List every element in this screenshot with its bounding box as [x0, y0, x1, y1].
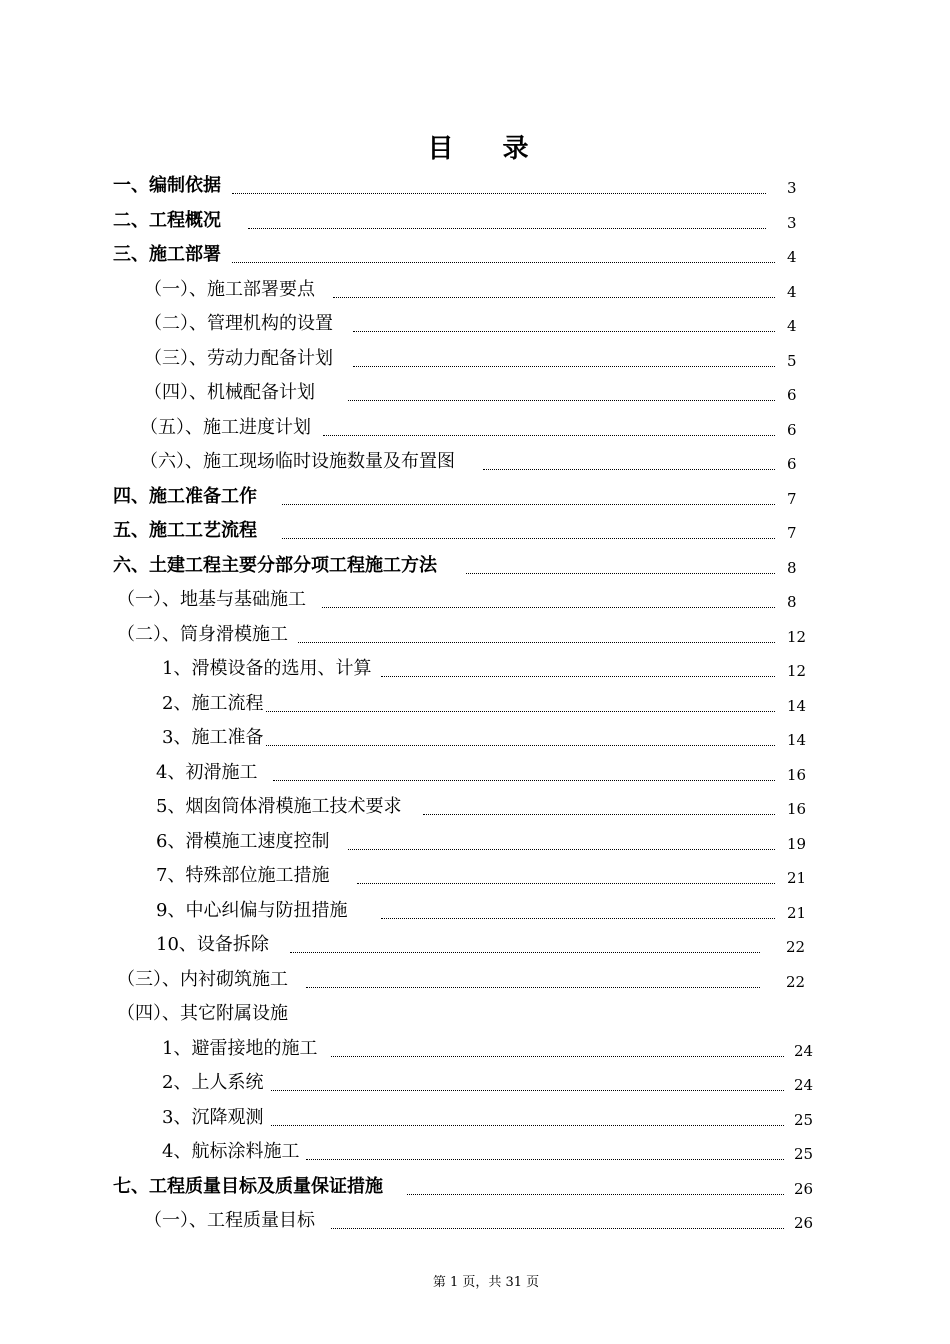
toc-entry[interactable] [0, 899, 950, 929]
toc-entry-page-number: 7 [787, 490, 797, 508]
toc-entry[interactable] [0, 1002, 950, 1032]
toc-entry[interactable] [0, 485, 950, 515]
toc-entry[interactable] [0, 726, 950, 756]
toc-entry-label: （二）、管理机构的设置 [144, 313, 333, 334]
toc-dot-leader [306, 987, 760, 988]
toc-entry-label: （五）、施工进度计划 [140, 417, 311, 438]
toc-entry-page-number: 22 [786, 938, 806, 956]
toc-entry-page-number: 12 [787, 662, 807, 680]
toc-entry-label: （六）、施工现场临时设施数量及布置图 [140, 451, 455, 472]
toc-entry[interactable] [0, 1071, 950, 1101]
toc-dot-leader [306, 1159, 784, 1160]
toc-entry-page-number: 14 [787, 731, 807, 749]
toc-entry[interactable] [0, 761, 950, 791]
toc-entry[interactable] [0, 416, 950, 446]
toc-entry-page-number: 6 [787, 455, 797, 473]
toc-entry[interactable] [0, 312, 950, 342]
toc-entry[interactable] [0, 1037, 950, 1067]
toc-entry-page-number: 16 [787, 800, 807, 818]
toc-entry[interactable] [0, 519, 950, 549]
toc-dot-leader [266, 745, 775, 746]
toc-dot-leader [266, 711, 775, 712]
toc-entry[interactable] [0, 623, 950, 653]
toc-entry-page-number: 4 [787, 248, 797, 266]
toc-entry-page-number: 8 [787, 559, 797, 577]
toc-entry-page-number: 6 [787, 386, 797, 404]
toc-entry-page-number: 26 [794, 1180, 814, 1198]
toc-dot-leader [298, 642, 775, 643]
toc-entry-page-number: 4 [787, 283, 797, 301]
toc-dot-leader [353, 366, 775, 367]
toc-entry[interactable] [0, 278, 950, 308]
toc-entry-page-number: 3 [787, 179, 797, 197]
toc-dot-leader [353, 331, 775, 332]
toc-entry[interactable] [0, 554, 950, 584]
toc-entry-page-number: 5 [787, 352, 797, 370]
toc-entry[interactable] [0, 588, 950, 618]
toc-dot-leader [290, 952, 760, 953]
toc-entry-label: （二）、筒身滑模施工 [117, 624, 288, 645]
toc-dot-leader [331, 1056, 784, 1057]
toc-entry-page-number: 8 [787, 593, 797, 611]
toc-entry[interactable] [0, 968, 950, 998]
toc-entry[interactable] [0, 174, 950, 204]
toc-entry-label: 4、初滑施工 [156, 762, 258, 783]
toc-entry-page-number: 25 [794, 1111, 814, 1129]
toc-entry[interactable] [0, 864, 950, 894]
page-footer: 第 1 页，共 31 页 [432, 1275, 540, 1290]
toc-dot-leader [232, 193, 766, 194]
toc-entry-label: 一、编制依据 [113, 175, 221, 196]
toc-entry-label: 四、施工准备工作 [113, 486, 257, 507]
toc-entry-label: 7、特殊部位施工措施 [156, 865, 330, 886]
toc-entry-page-number: 25 [794, 1145, 814, 1163]
toc-entry-label: 二、工程概况 [113, 210, 221, 231]
toc-entry[interactable] [0, 933, 950, 963]
page-title: 目 录 [427, 134, 549, 164]
toc-dot-leader [423, 814, 775, 815]
toc-entry[interactable] [0, 830, 950, 860]
toc-entry-page-number: 21 [787, 869, 807, 887]
toc-entry-page-number: 24 [794, 1042, 814, 1060]
toc-entry-label: 10、设备拆除 [156, 934, 269, 955]
toc-entry[interactable] [0, 795, 950, 825]
toc-entry-label: （一）、工程质量目标 [144, 1210, 315, 1231]
toc-entry[interactable] [0, 347, 950, 377]
toc-entry-label: （一）、地基与基础施工 [117, 589, 306, 610]
toc-dot-leader [483, 469, 775, 470]
toc-dot-leader [407, 1194, 784, 1195]
toc-entry-page-number: 4 [787, 317, 797, 335]
toc-entry-label: 1、避雷接地的施工 [162, 1038, 318, 1059]
toc-entry[interactable] [0, 243, 950, 273]
toc-dot-leader [331, 1228, 784, 1229]
toc-entry-page-number: 21 [787, 904, 807, 922]
toc-dot-leader [322, 607, 775, 608]
toc-entry-page-number: 12 [787, 628, 807, 646]
toc-dot-leader [357, 883, 775, 884]
toc-entry-page-number: 16 [787, 766, 807, 784]
toc-entry[interactable] [0, 692, 950, 722]
toc-entry-page-number: 14 [787, 697, 807, 715]
toc-entry-page-number: 3 [787, 214, 797, 232]
toc-entry-label: 2、施工流程 [162, 693, 264, 714]
toc-entry-label: 3、施工准备 [162, 727, 264, 748]
toc-entry-page-number: 26 [794, 1214, 814, 1232]
toc-entry-label: 1、滑模设备的选用、计算 [162, 658, 372, 679]
toc-dot-leader [466, 573, 775, 574]
toc-entry-label: 三、施工部署 [113, 244, 221, 265]
toc-dot-leader [248, 228, 766, 229]
toc-entry-page-number: 24 [794, 1076, 814, 1094]
toc-dot-leader [273, 780, 775, 781]
toc-dot-leader [348, 400, 775, 401]
toc-entry-page-number: 22 [786, 973, 806, 991]
toc-entry-label: （四）、其它附属设施 [117, 1003, 288, 1024]
toc-entry-page-number: 19 [787, 835, 807, 853]
toc-entry-label: （四）、机械配备计划 [144, 382, 315, 403]
toc-entry-label: 3、沉降观测 [162, 1107, 264, 1128]
toc-entry[interactable] [0, 1209, 950, 1239]
toc-entry[interactable] [0, 1106, 950, 1136]
toc-entry-page-number: 6 [787, 421, 797, 439]
toc-dot-leader [232, 262, 775, 263]
toc-entry-label: 5、烟囱筒体滑模施工技术要求 [156, 796, 402, 817]
toc-entry-label: 2、上人系统 [162, 1072, 264, 1093]
toc-dot-leader [271, 1125, 784, 1126]
toc-entry[interactable] [0, 450, 950, 480]
toc-entry-label: （一）、施工部署要点 [144, 279, 315, 300]
toc-entry-label: 六、土建工程主要分部分项工程施工方法 [113, 555, 437, 576]
toc-entry[interactable] [0, 1175, 950, 1205]
toc-entry[interactable] [0, 209, 950, 239]
toc-entry-label: （三）、劳动力配备计划 [144, 348, 333, 369]
toc-entry-label: 4、航标涂料施工 [162, 1141, 300, 1162]
toc-entry-label: 6、滑模施工速度控制 [156, 831, 330, 852]
toc-entry-label: 9、中心纠偏与防扭措施 [156, 900, 348, 921]
toc-dot-leader [381, 918, 775, 919]
toc-entry-label: 五、施工工艺流程 [113, 520, 257, 541]
toc-dot-leader [282, 504, 775, 505]
toc-dot-leader [282, 538, 775, 539]
toc-dot-leader [271, 1090, 784, 1091]
toc-entry-label: 七、工程质量目标及质量保证措施 [113, 1176, 383, 1197]
toc-entry[interactable] [0, 657, 950, 687]
toc-entry-label: （三）、内衬砌筑施工 [117, 969, 288, 990]
toc-entry[interactable] [0, 381, 950, 411]
toc-dot-leader [323, 435, 775, 436]
toc-dot-leader [348, 849, 775, 850]
toc-dot-leader [381, 676, 775, 677]
toc-dot-leader [333, 297, 775, 298]
toc-entry-page-number: 7 [787, 524, 797, 542]
toc-entry[interactable] [0, 1140, 950, 1170]
